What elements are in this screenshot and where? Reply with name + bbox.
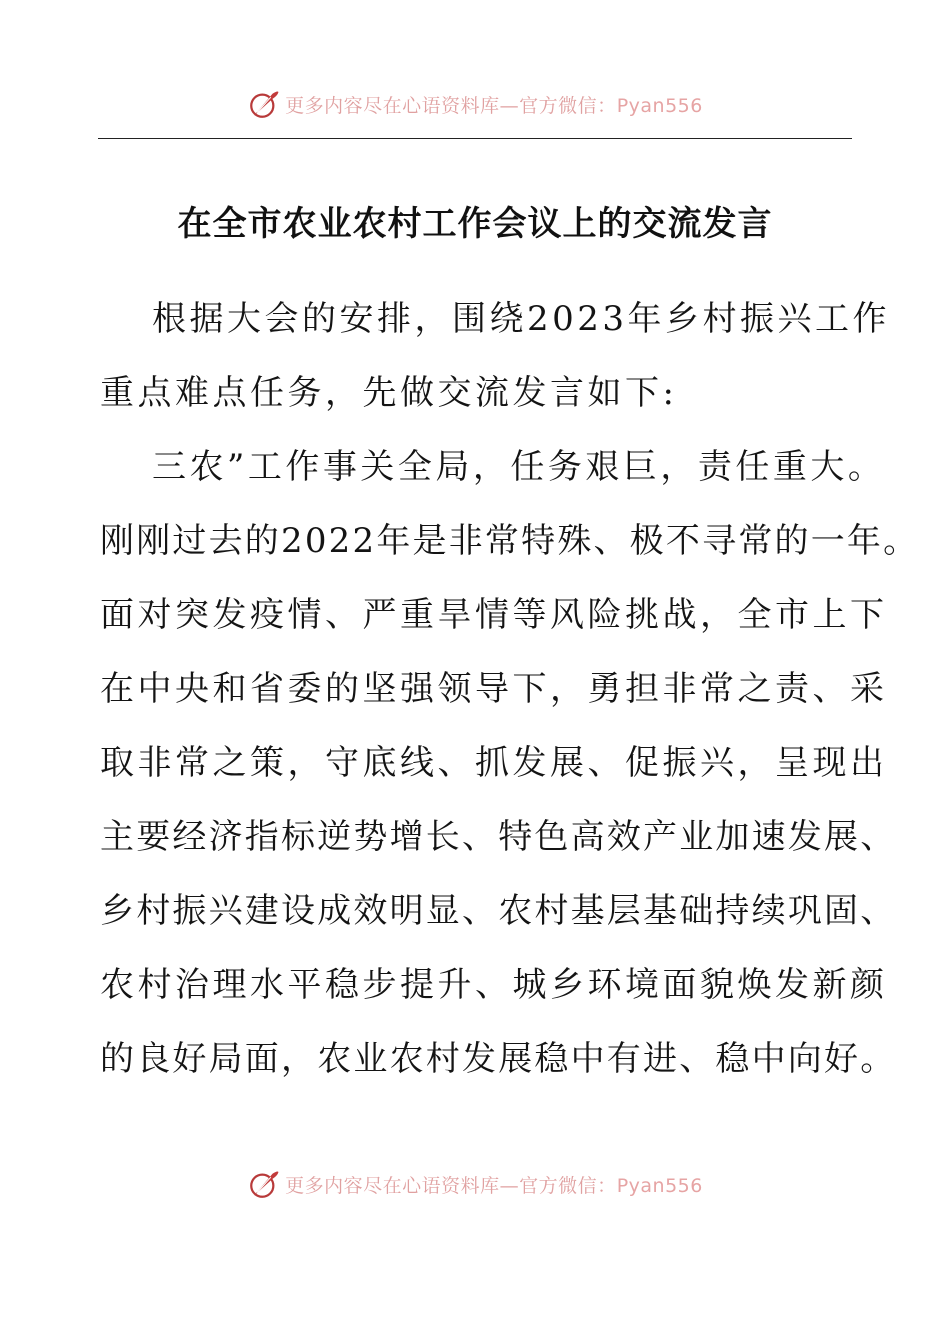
watermark-text: 更多内容尽在心语资料库—官方微信：Pyan556 — [285, 94, 703, 117]
body-line: 重点难点任务，先做交流发言如下: — [100, 373, 678, 413]
wechat-id: Pyan556 — [616, 1174, 703, 1197]
body-line: 根据大会的安排，围绕2023年乡村振兴工作 — [152, 299, 891, 339]
footer-watermark — [0, 1164, 950, 1204]
quill-pen-logo-icon — [247, 1167, 281, 1201]
quill-pen-logo-icon — [247, 87, 281, 121]
header-divider — [98, 138, 852, 139]
wechat-id: Pyan556 — [616, 94, 703, 117]
body-line: 取非常之策，守底线、抓发展、促振兴，呈现出 — [100, 743, 888, 783]
watermark-text: 更多内容尽在心语资料库—官方微信：Pyan556 — [285, 1174, 703, 1197]
body-line: 乡村振兴建设成效明显、农村基层基础持续巩固、 — [100, 891, 897, 931]
body-line: 面对突发疫情、严重旱情等风险挑战，全市上下 — [100, 595, 888, 635]
body-line: 在中央和省委的坚强领导下，勇担非常之责、采 — [100, 669, 888, 709]
header-watermark — [0, 84, 950, 124]
body-line: 三农”工作事关全局，任务艰巨，责任重大。 — [152, 447, 886, 487]
document-body — [100, 282, 920, 1096]
body-line: 的良好局面，农业农村发展稳中有进、稳中向好。 — [100, 1039, 897, 1079]
body-line: 主要经济指标逆势增长、特色高效产业加速发展、 — [100, 817, 897, 857]
document-title: 在全市农业农村工作会议上的交流发言 — [177, 204, 773, 244]
body-line: 刚刚过去的2022年是非常特殊、极不寻常的一年。 — [100, 521, 920, 561]
body-line: 农村治理水平稳步提升、城乡环境面貌焕发新颜 — [100, 965, 888, 1005]
